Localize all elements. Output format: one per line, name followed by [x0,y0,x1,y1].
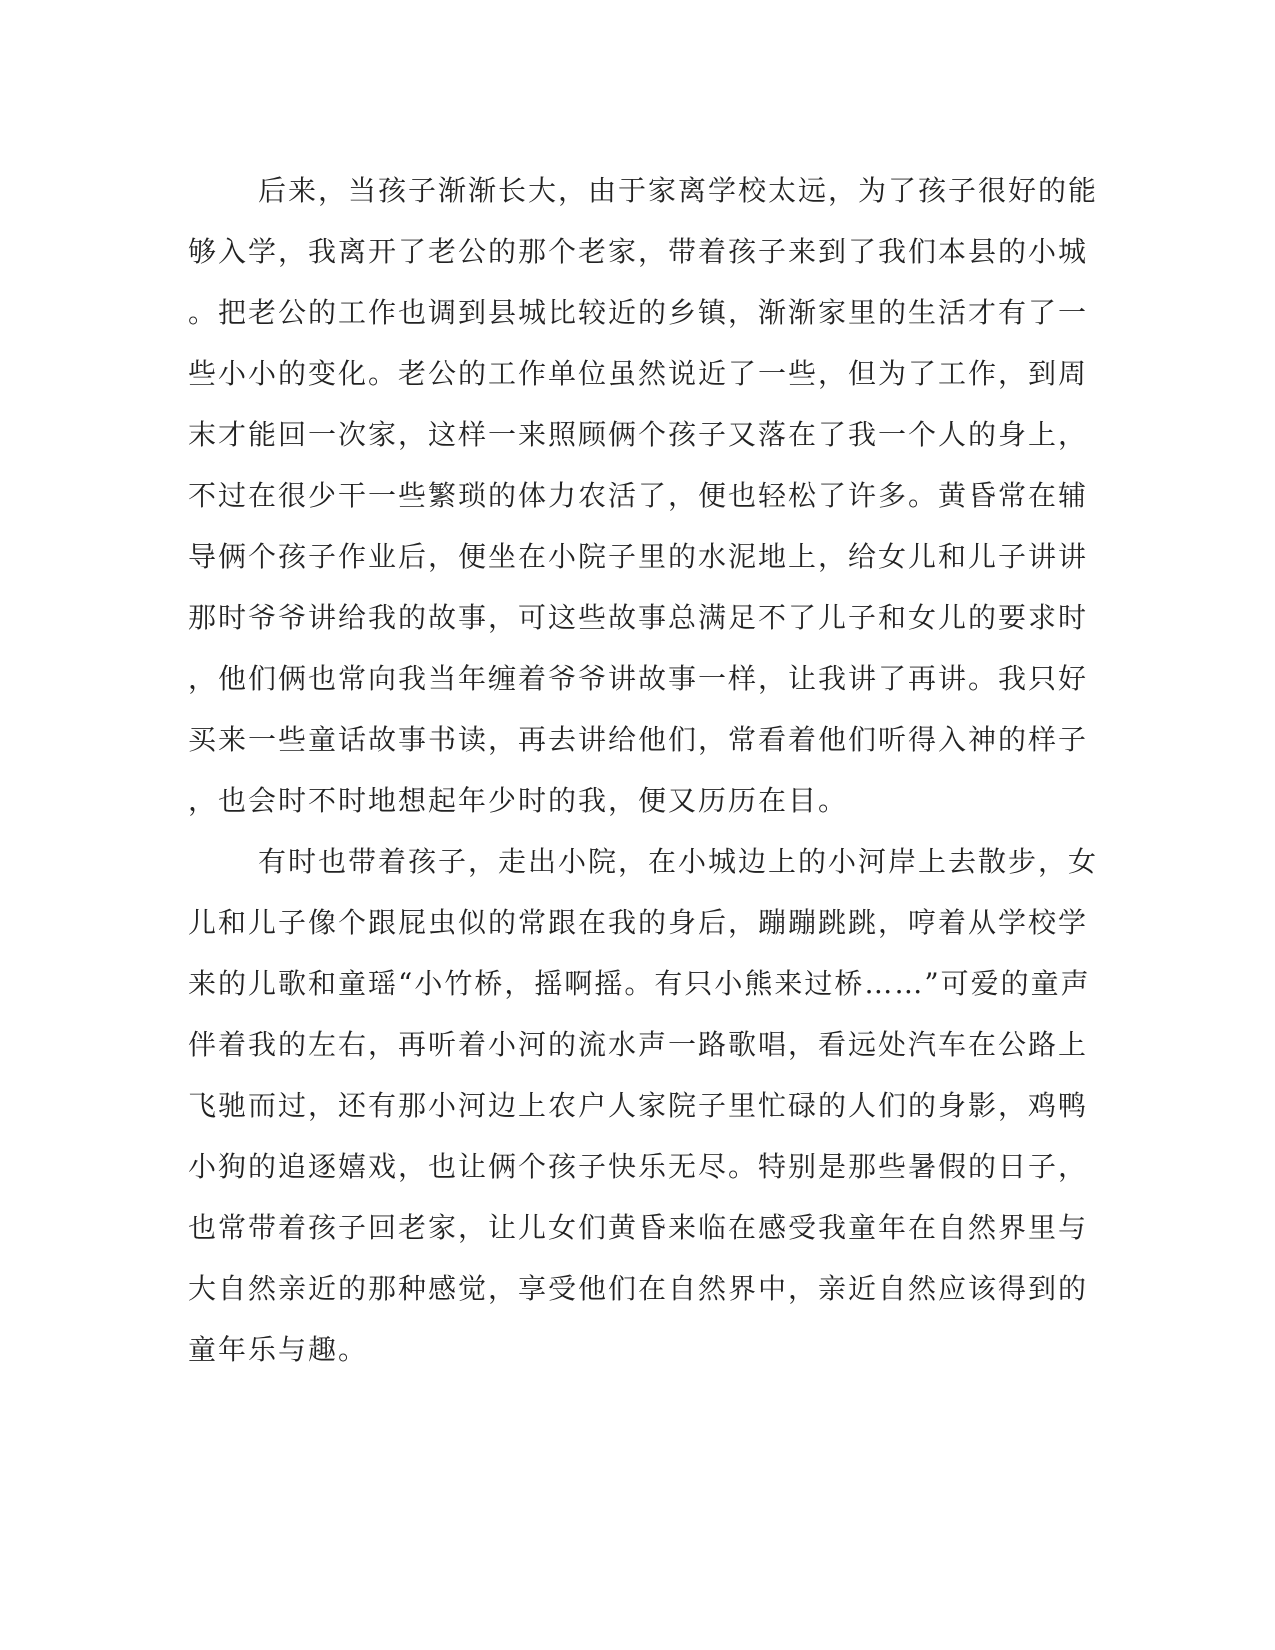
paragraph-line: 来的儿歌和童瑶“小竹桥，摇啊摇。有只小熊来过桥……”可爱的童声 [188,967,1091,1000]
paragraph-line: 小狗的追逐嬉戏，也让俩个孩子快乐无尽。特别是那些暑假的日子， [188,1150,1089,1183]
paragraph-line: 有时也带着孩子，走出小院，在小城边上的小河岸上去散步，女 [258,845,1099,878]
paragraph-line: 够入学，我离开了老公的那个老家，带着孩子来到了我们本县的小城 [188,235,1089,268]
paragraph-line: 些小小的变化。老公的工作单位虽然说近了一些，但为了工作，到周 [188,357,1089,390]
paragraph-2 [188,831,1099,1380]
paragraph-1 [188,160,1099,831]
paragraph-line: 儿和儿子像个跟屁虫似的常跟在我的身后，蹦蹦跳跳，哼着从学校学 [188,906,1089,939]
paragraph-line: 那时爷爷讲给我的故事，可这些故事总满足不了儿子和女儿的要求时 [188,601,1089,634]
paragraph-line: ，也会时不时地想起年少时的我，便又历历在目。 [188,784,849,817]
paragraph-line: 不过在很少干一些繁琐的体力农活了，便也轻松了许多。黄昏常在辅 [188,479,1089,512]
paragraph-line: 童年乐与趣。 [188,1333,369,1366]
paragraph-line: 导俩个孩子作业后，便坐在小院子里的水泥地上，给女儿和儿子讲讲 [188,540,1089,573]
paragraph-line: 后来，当孩子渐渐长大，由于家离学校太远，为了孩子很好的能 [258,174,1099,207]
paragraph-line: 也常带着孩子回老家，让儿女们黄昏来临在感受我童年在自然界里与 [188,1211,1089,1244]
paragraph-line: 飞驰而过，还有那小河边上农户人家院子里忙碌的人们的身影，鸡鸭 [188,1089,1089,1122]
paragraph-line: 。把老公的工作也调到县城比较近的乡镇，渐渐家里的生活才有了一 [188,296,1089,329]
paragraph-line: 大自然亲近的那种感觉，享受他们在自然界中，亲近自然应该得到的 [188,1272,1089,1305]
body-text [188,160,1099,1380]
paragraph-line: 伴着我的左右，再听着小河的流水声一路歌唱，看远处汽车在公路上 [188,1028,1089,1061]
paragraph-line: 末才能回一次家，这样一来照顾俩个孩子又落在了我一个人的身上， [188,418,1089,451]
paragraph-line: ，他们俩也常向我当年缠着爷爷讲故事一样，让我讲了再讲。我只好 [188,662,1089,695]
paragraph-line: 买来一些童话故事书读，再去讲给他们，常看着他们听得入神的样子 [188,723,1089,756]
